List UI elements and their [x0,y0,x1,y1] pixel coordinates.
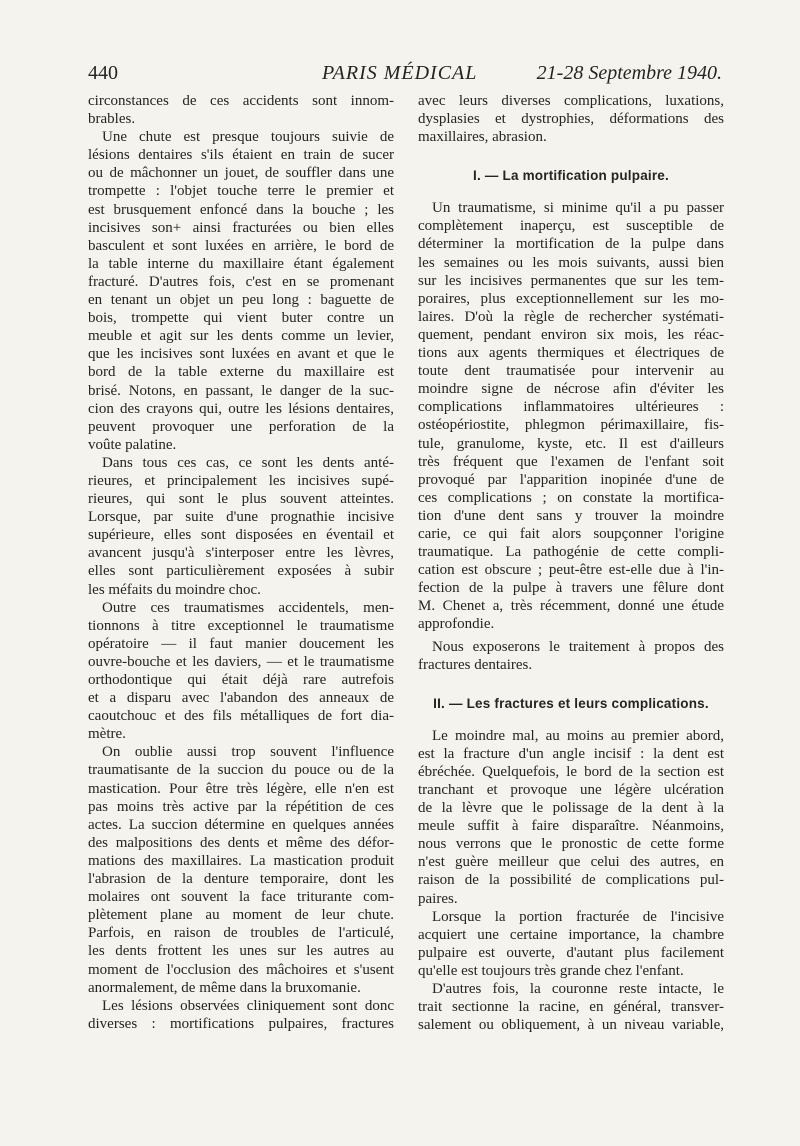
text-line: en tenant un objet un peu long : baguette de [88,292,394,309]
left-column [88,92,394,1033]
text-line: Le moindre mal, au moins au premier abord, [432,727,724,744]
text-line: salement ou obliquement, à un niveau variable, [418,1017,724,1034]
text-line: des malpositions des dents et même des défor- [88,834,394,851]
text-line: les semaines ou les mois suivants, aussi bien [418,254,724,271]
text-line: mastication. Pour être très légère, elle n'en est [88,780,394,797]
text-line: molaires ont souvent la face triturante com- [88,889,394,906]
text-line: voûte palatine. [88,436,177,453]
text-line: quement, pendant environ six mois, les réac- [418,326,724,343]
journal-title: PARIS MÉDICAL [322,62,478,84]
paragraph [88,599,394,744]
text-line: approfondie. [418,616,495,633]
text-line: Lorsque, par suite d'une prognathie incisive [88,509,394,526]
text-line: Parfois, en raison de troubles de l'articulé, [88,925,394,942]
text-line: les méfaits du moindre choc. [88,581,261,598]
text-line: carie, ce qui fait alors soupçonner l'origine [418,525,724,542]
text-line: D'autres fois, la couronne reste intacte, le [432,981,724,998]
text-line: circonstances de ces accidents sont innom- [88,93,394,109]
text-line: elles sont particulièrement exposées à subir [88,563,394,580]
text-line: plètement plane au moment de leur chute. [88,907,394,924]
text-line: brables. [88,111,136,128]
text-line: tions aux agents thermiques et électriques de [418,345,724,362]
text-line: la table interne du maxillaire étant également [88,255,394,272]
text-line: traumatisante de la succion du pouce ou de la [88,762,394,779]
text-line: avancent jusqu'à s'interposer entre les lèvres, [88,545,394,562]
paragraph [418,908,724,980]
text-line: incisives son+ ainsi fracturées ou bien elles [88,219,394,236]
text-line: actes. La succion détermine en quelques années [88,816,394,833]
text-line: Les lésions observées cliniquement sont donc [102,997,394,1014]
text-line: diverses : mortifications pulpaires, fractures [88,1015,394,1032]
text-line: que les incisives sont luxées en avant et que le [88,346,394,363]
text-line: Lorsque la portion fracturée de l'incisive [432,908,724,925]
text-line: complètement inaperçu, est susceptible de [418,218,724,235]
issue-date: 21-28 Septembre 1940. [536,62,722,84]
text-line: cation est obscure ; peut-être est-elle due à l'in- [418,562,724,579]
text-line: tule, granulome, kyste, etc. Il est d'ailleurs [418,435,724,452]
text-line: laires. D'où la règle de rechercher systémati- [418,308,724,325]
text-line: toute dent traumatisée pour intervenir au [418,363,724,380]
paragraph [418,638,724,674]
text-line: raison de la possibilité de complications pul- [418,872,724,889]
text-line: bois, trompette qui vient buter contre un [88,310,394,327]
text-line: acquiert une certaine importance, la chambre [418,926,724,943]
section-heading: I. — La mortification pulpaire. [473,168,669,184]
text-line: meule suffit à faire disparaître. Néanmoins, [418,818,724,835]
text-line: provoqué par l'apparition inopinée d'une de [418,471,724,488]
text-line: cion des crayons qui, outre les lésions dentaires, [88,400,394,417]
section-heading: II. — Les fractures et leurs complications. [433,695,709,711]
text-line: fractures dentaires. [418,656,533,673]
text-line: complications inflammatoires ultérieures : [418,399,724,416]
text-line: caoutchouc et des fils métalliques de fort dia- [88,708,394,725]
text-line: basculent et sont luxées en arrière, le bord de [88,237,394,254]
text-line: brisé. Notons, en passant, le danger de la suc- [88,382,394,399]
text-line: nous verrons que le pronostic de cette forme [418,836,724,853]
text-line: moindre signe de nécrose afin d'éviter les [418,381,724,398]
text-line: moment de l'occlusion des mâchoires et s'usent [88,961,394,978]
text-line: mètre. [88,726,126,743]
text-line: n'est guère meilleur que celui des autres, en [418,854,724,871]
text-line: Un traumatisme, si minime qu'il a pu passer [432,200,724,217]
paragraph [418,92,724,146]
text-line: lésions dentaires s'ils étaient en train de sucer [88,147,394,164]
text-line: bord de la table externe du maxillaire est [88,364,394,381]
text-line: peuvent provoquer une perforation de la [88,418,394,435]
text-line: ou de mâchonner un jouet, de souffler dans une [88,165,394,182]
text-line: très fréquent que l'examen de l'enfant soit [418,453,724,470]
text-line: tion d'une dent sans y trouver la moindre [418,507,724,524]
text-line: ostéopériostite, phlegmon périmaxillaire, fis- [418,417,724,434]
paragraph [88,92,394,128]
text-line: meuble et agit sur les dents comme un levier, [88,328,394,345]
text-line: qu'elle est toujours très grande chez l'enfant. [418,962,684,979]
text-line: est brusquement enfoncé dans la bouche ; les [88,201,394,218]
text-line: On oublie aussi trop souvent l'influence [102,744,394,761]
text-line: pas moins très active par la répétition de ces [88,798,394,815]
text-line: et a disparu avec l'abandon des anneaux de [88,690,394,707]
text-line: est la fracture d'un angle incisif : la dent est [418,745,724,762]
text-line: fection de la pulpe à travers une fêlure dont [418,580,724,597]
paragraph [418,199,724,633]
paragraph [88,454,394,599]
text-line: avec leurs diverses complications, luxations, [418,93,724,109]
text-line: sur les incisives permanentes que sur les tem- [418,272,724,289]
text-line: ces complications ; on constate la mortifica- [418,489,724,506]
text-line: orthodontique qui était déjà rare autrefois [88,672,394,688]
text-line: Nous exposerons le traitement à propos des [432,638,724,655]
text-line: dysplasies et dystrophies, déformations des [418,111,724,128]
text-line: Outre ces traumatismes accidentels, men- [102,599,394,616]
text-line: déterminer la mortification de la pulpe dans [418,236,724,253]
text-line: tionnons à titre exceptionnel le traumatisme [88,617,394,634]
text-line: pulpaire est ouverte, d'autant plus facilement [418,944,724,961]
right-column [418,92,724,1034]
paragraph [88,128,394,454]
paragraph [418,980,724,1034]
text-line: anormalement, de même dans la bruxomanie. [88,979,361,996]
text-line: trait sectionne la racine, en général, transver- [418,999,724,1016]
text-line: paires. [418,890,458,907]
text-line: ouvre-bouche et les daviers, — et le traumatisme [88,653,394,670]
text-line: Dans tous ces cas, ce sont les dents anté- [102,454,394,471]
text-line: maxillaires, abrasion. [418,129,547,146]
text-line: rieures, et principalement les incisives supé- [88,472,394,489]
paragraph [418,727,724,908]
text-line: fracturé. D'autres fois, c'est en se promenant [88,273,394,290]
page-number: 440 [88,62,118,84]
text-line: opératoire — il faut manier doucement les [88,635,394,652]
text-line: trompette : l'objet touche terre le premier et [88,183,394,200]
text-line: supérieure, elles sont disposées en éventail et [88,527,394,544]
text-line: rieures, qui sont le plus souvent atteintes. [88,491,394,508]
text-line: de la lèvre que le polissage de la dent à la [418,800,724,817]
text-line: ébréchée. Quelquefois, le bord de la section est [418,763,724,780]
paragraph [88,997,394,1033]
text-line: Une chute est presque toujours suivie de [102,129,394,146]
text-line: mations des maxillaires. La mastication produit [88,852,394,869]
text-line: M. Chenet a, très récemment, donné une étude [418,598,724,615]
text-line: les dents frottent les unes sur les autres au [88,943,394,960]
text-line: poraires, plus exceptionnellement sur les mo- [418,290,724,307]
text-line: l'abrasion de la denture temporaire, dont les [88,871,394,888]
text-line: traumatique. La pathogénie de cette compli- [418,544,724,561]
text-line: tranchant et provoque une légère ulcération [418,782,724,798]
paragraph [88,743,394,996]
